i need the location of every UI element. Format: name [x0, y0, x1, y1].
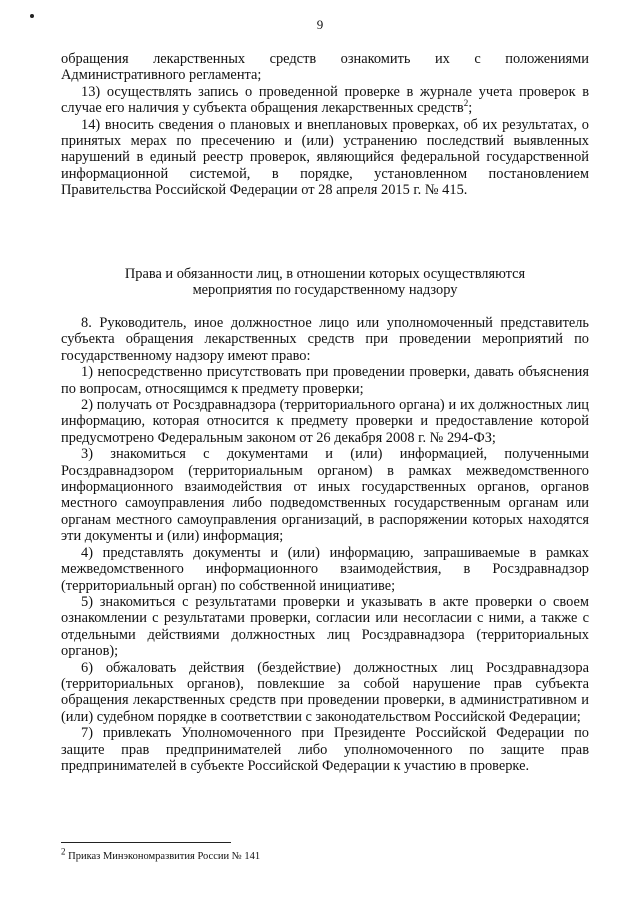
footnote-text: Приказ Минэкономразвития России № 141	[68, 851, 261, 862]
paragraph-tail: ;	[468, 100, 473, 117]
paragraph-item-14: 14) вносить сведения о плановых и внеплановых проверках, об их результатах, о принятых мерах по пресечению и (или) устранению последствий выявленных нарушений в единый реестр проверок, являющийся федеральной государственной информационной системой, в порядке, установленном постановлением Правительства Российской Федерации от 28 апреля 2015 г. № 415.	[61, 116, 589, 199]
paragraph-right-5: 5) знакомиться с результатами проверки и указывать в акте проверки о своем ознакомлении с результатами проверки, согласии или несогласии с ними, а также с отдельными действиями должностных лиц Росздравнадзора (территориальных органов);	[61, 593, 589, 660]
top-paragraphs	[61, 51, 589, 199]
section-heading-line-1: Права и обязанности лиц, в отношении которых осуществляются	[124, 266, 526, 282]
footnote-ref: 2	[463, 98, 469, 109]
paragraph-right-2: 2) получать от Росздравнадзора (территориального органа) и их должностных лиц информацию, которая относится к предмету проверки и предоставление которой предусмотрено Федеральным законом от 26 декабря 2008 г. № 294-ФЗ;	[61, 397, 589, 446]
section-heading-line-2: мероприятия по государственному надзору	[192, 282, 458, 299]
paragraph-right-4: 4) представлять документы и (или) информацию, запрашиваемые в рамках межведомственного информационного взаимодействия, в Росздравнадзор (территориальный орган) по собственной инициативе;	[61, 544, 589, 594]
footnote-mark: 2	[61, 846, 66, 857]
main-paragraphs	[61, 315, 589, 774]
paragraph-text: 13) осуществлять запись о проведенной проверке в журнале учета проверок в случае его наличия у субъекта обращения лекарственных средств	[61, 83, 589, 117]
paragraph-right-6: 6) обжаловать действия (бездействие) должностных лиц Росздравнадзора (территориальных органов), повлекшие за собой нарушение прав субъекта обращения лекарственных средств при проведении проверки, в административном и (или) судебном порядке в соответствии с законодательством Российской Федерации;	[61, 659, 589, 725]
paragraph-right-7: 7) привлекать Уполномоченного при Президенте Российской Федерации по защите прав предпринимателей либо уполномоченного по защите прав предпринимателей в субъекте Российской Федерации к участию в проверке.	[61, 725, 589, 774]
page-number: 9	[316, 17, 324, 32]
footnote	[61, 846, 581, 863]
paragraph-item-13	[61, 84, 589, 117]
paragraph-right-3: 3) знакомиться с документами и (или) информацией, полученными Росздравнадзором (территориальным органом) в рамках межведомственного информационного взаимодействия от иных государственных органов, органов местного самоуправления либо подведомственных государственным органам или органам местного самоуправления организаций, в распоряжении которых находятся эти документы и (или) информация;	[61, 446, 589, 545]
footnote-divider	[61, 842, 231, 843]
section-heading	[61, 266, 589, 299]
paragraph-right-1: 1) непосредственно присутствовать при проведении проверки, давать объяснения по вопросам, относящимся к предмету проверки;	[61, 364, 589, 397]
paragraph-8: 8. Руководитель, иное должностное лицо или уполномоченный представитель субъекта обращения лекарственных средств при проведении мероприятий по государственному надзору имеют право:	[61, 315, 589, 364]
paragraph-continuation: обращения лекарственных средств ознакомить их с положениями Административного регламента;	[61, 51, 589, 84]
